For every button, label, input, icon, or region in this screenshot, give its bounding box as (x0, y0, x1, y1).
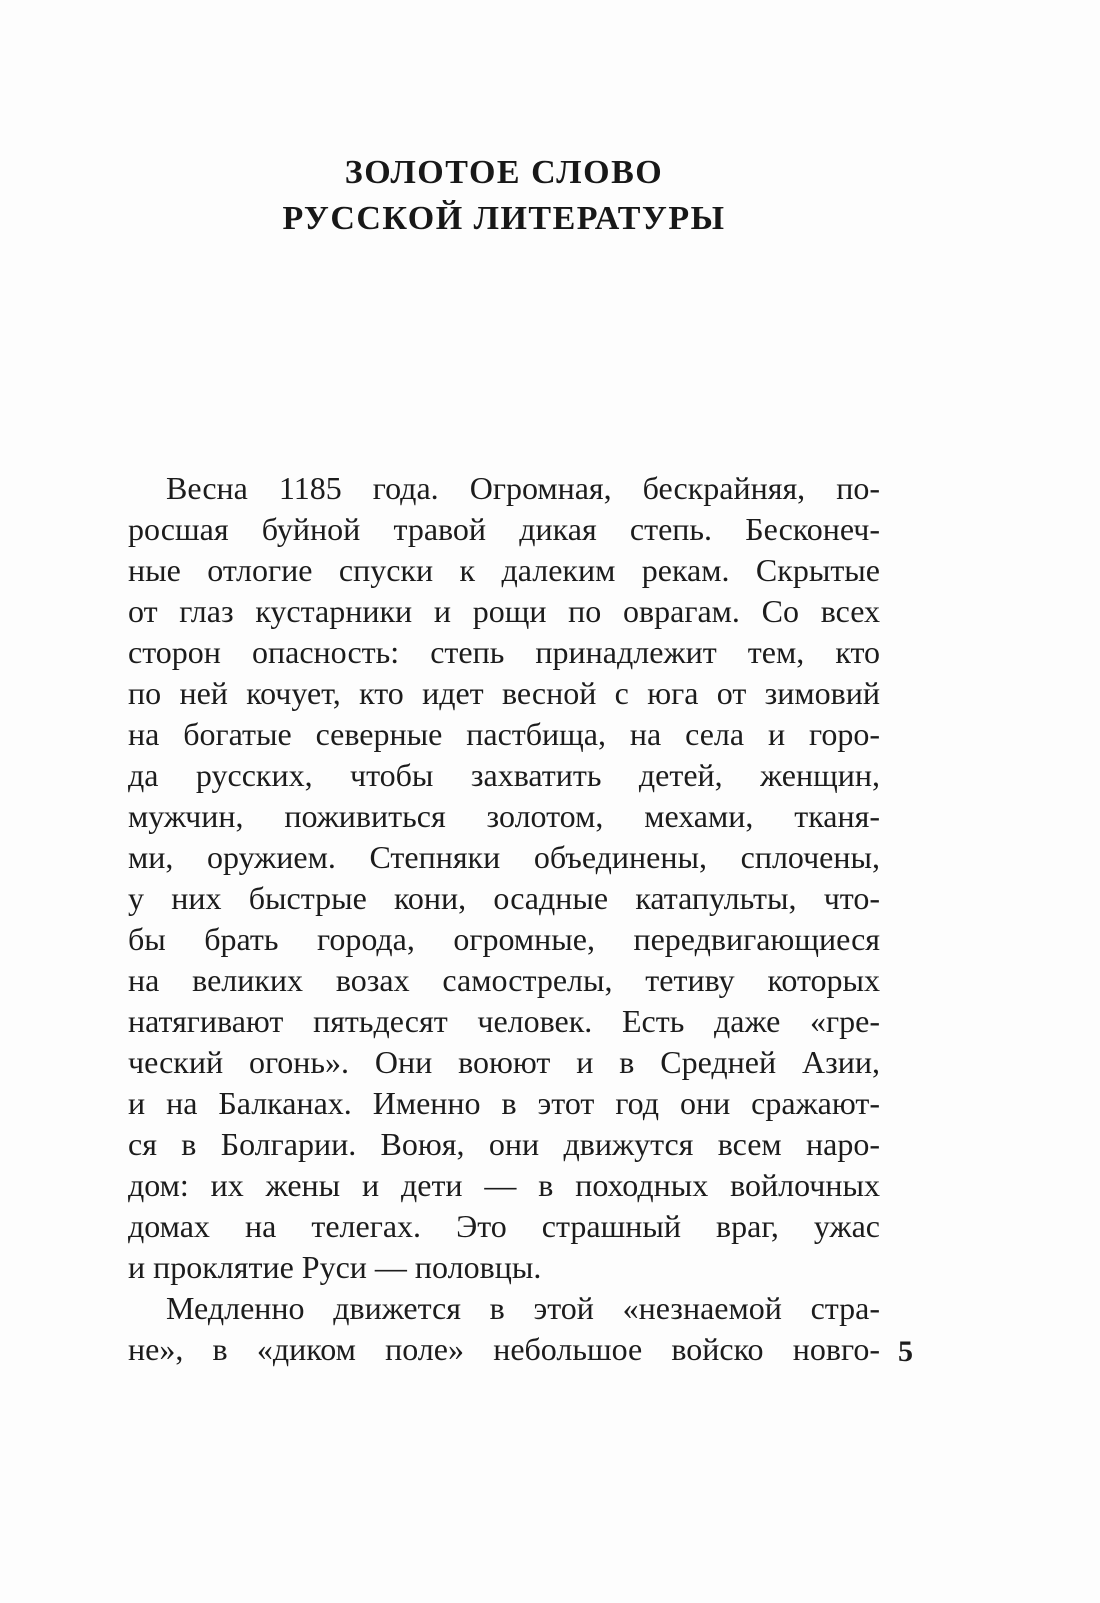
text-line: да русских, чтобы захватить детей, женщин, (128, 757, 880, 793)
text-line: ми, оружием. Степняки объединены, сплочены, (128, 839, 880, 875)
text-line: мужчин, поживиться золотом, мехами, тканя- (128, 798, 880, 834)
text-line: домах на телегах. Это страшный враг, ужас (128, 1208, 880, 1244)
page-number: 5 (898, 1335, 913, 1368)
text-line: ческий огонь». Они воюют и в Средней Азии, (128, 1044, 880, 1080)
text-line: и проклятие Руси — половцы. (128, 1249, 542, 1285)
text-line: Медленно движется в этой «незнаемой стра- (166, 1290, 880, 1326)
text-line: у них быстрые кони, осадные катапульты, что- (128, 880, 880, 916)
chapter-title-line2: РУССКОЙ ЛИТЕРАТУРЫ (282, 200, 726, 237)
chapter-title-line1: ЗОЛОТОЕ СЛОВО (344, 154, 664, 191)
text-line: дом: их жены и дети — в походных войлочных (128, 1167, 880, 1203)
text-line: по ней кочует, кто идет весной с юга от зимовий (128, 675, 880, 711)
text-line: на богатые северные пастбища, на села и горо- (128, 716, 880, 752)
body-text (128, 468, 880, 1370)
chapter-title (128, 0, 880, 242)
text-line: натягивают пятьдесят человек. Есть даже «гре- (128, 1003, 880, 1039)
text-line: и на Балканах. Именно в этот год они сражают- (128, 1085, 880, 1121)
text-line: от глаз кустарники и рощи по оврагам. Со всех (128, 593, 880, 629)
text-line: росшая буйной травой дикая степь. Бесконеч- (128, 511, 880, 547)
text-line: Весна 1185 года. Огромная, бескрайняя, по- (166, 470, 880, 506)
text-line: сторон опасность: степь принадлежит тем, кто (128, 634, 880, 670)
text-line: ся в Болгарии. Воюя, они движутся всем наро- (128, 1126, 880, 1162)
text-line: бы брать города, огромные, передвигающиеся (128, 921, 880, 957)
text-line: не», в «диком поле» небольшое войско новго- (128, 1331, 880, 1367)
text-line: ные отлогие спуски к далеким рекам. Скрытые (128, 552, 880, 588)
text-line: на великих возах самострелы, тетиву которых (128, 962, 880, 998)
